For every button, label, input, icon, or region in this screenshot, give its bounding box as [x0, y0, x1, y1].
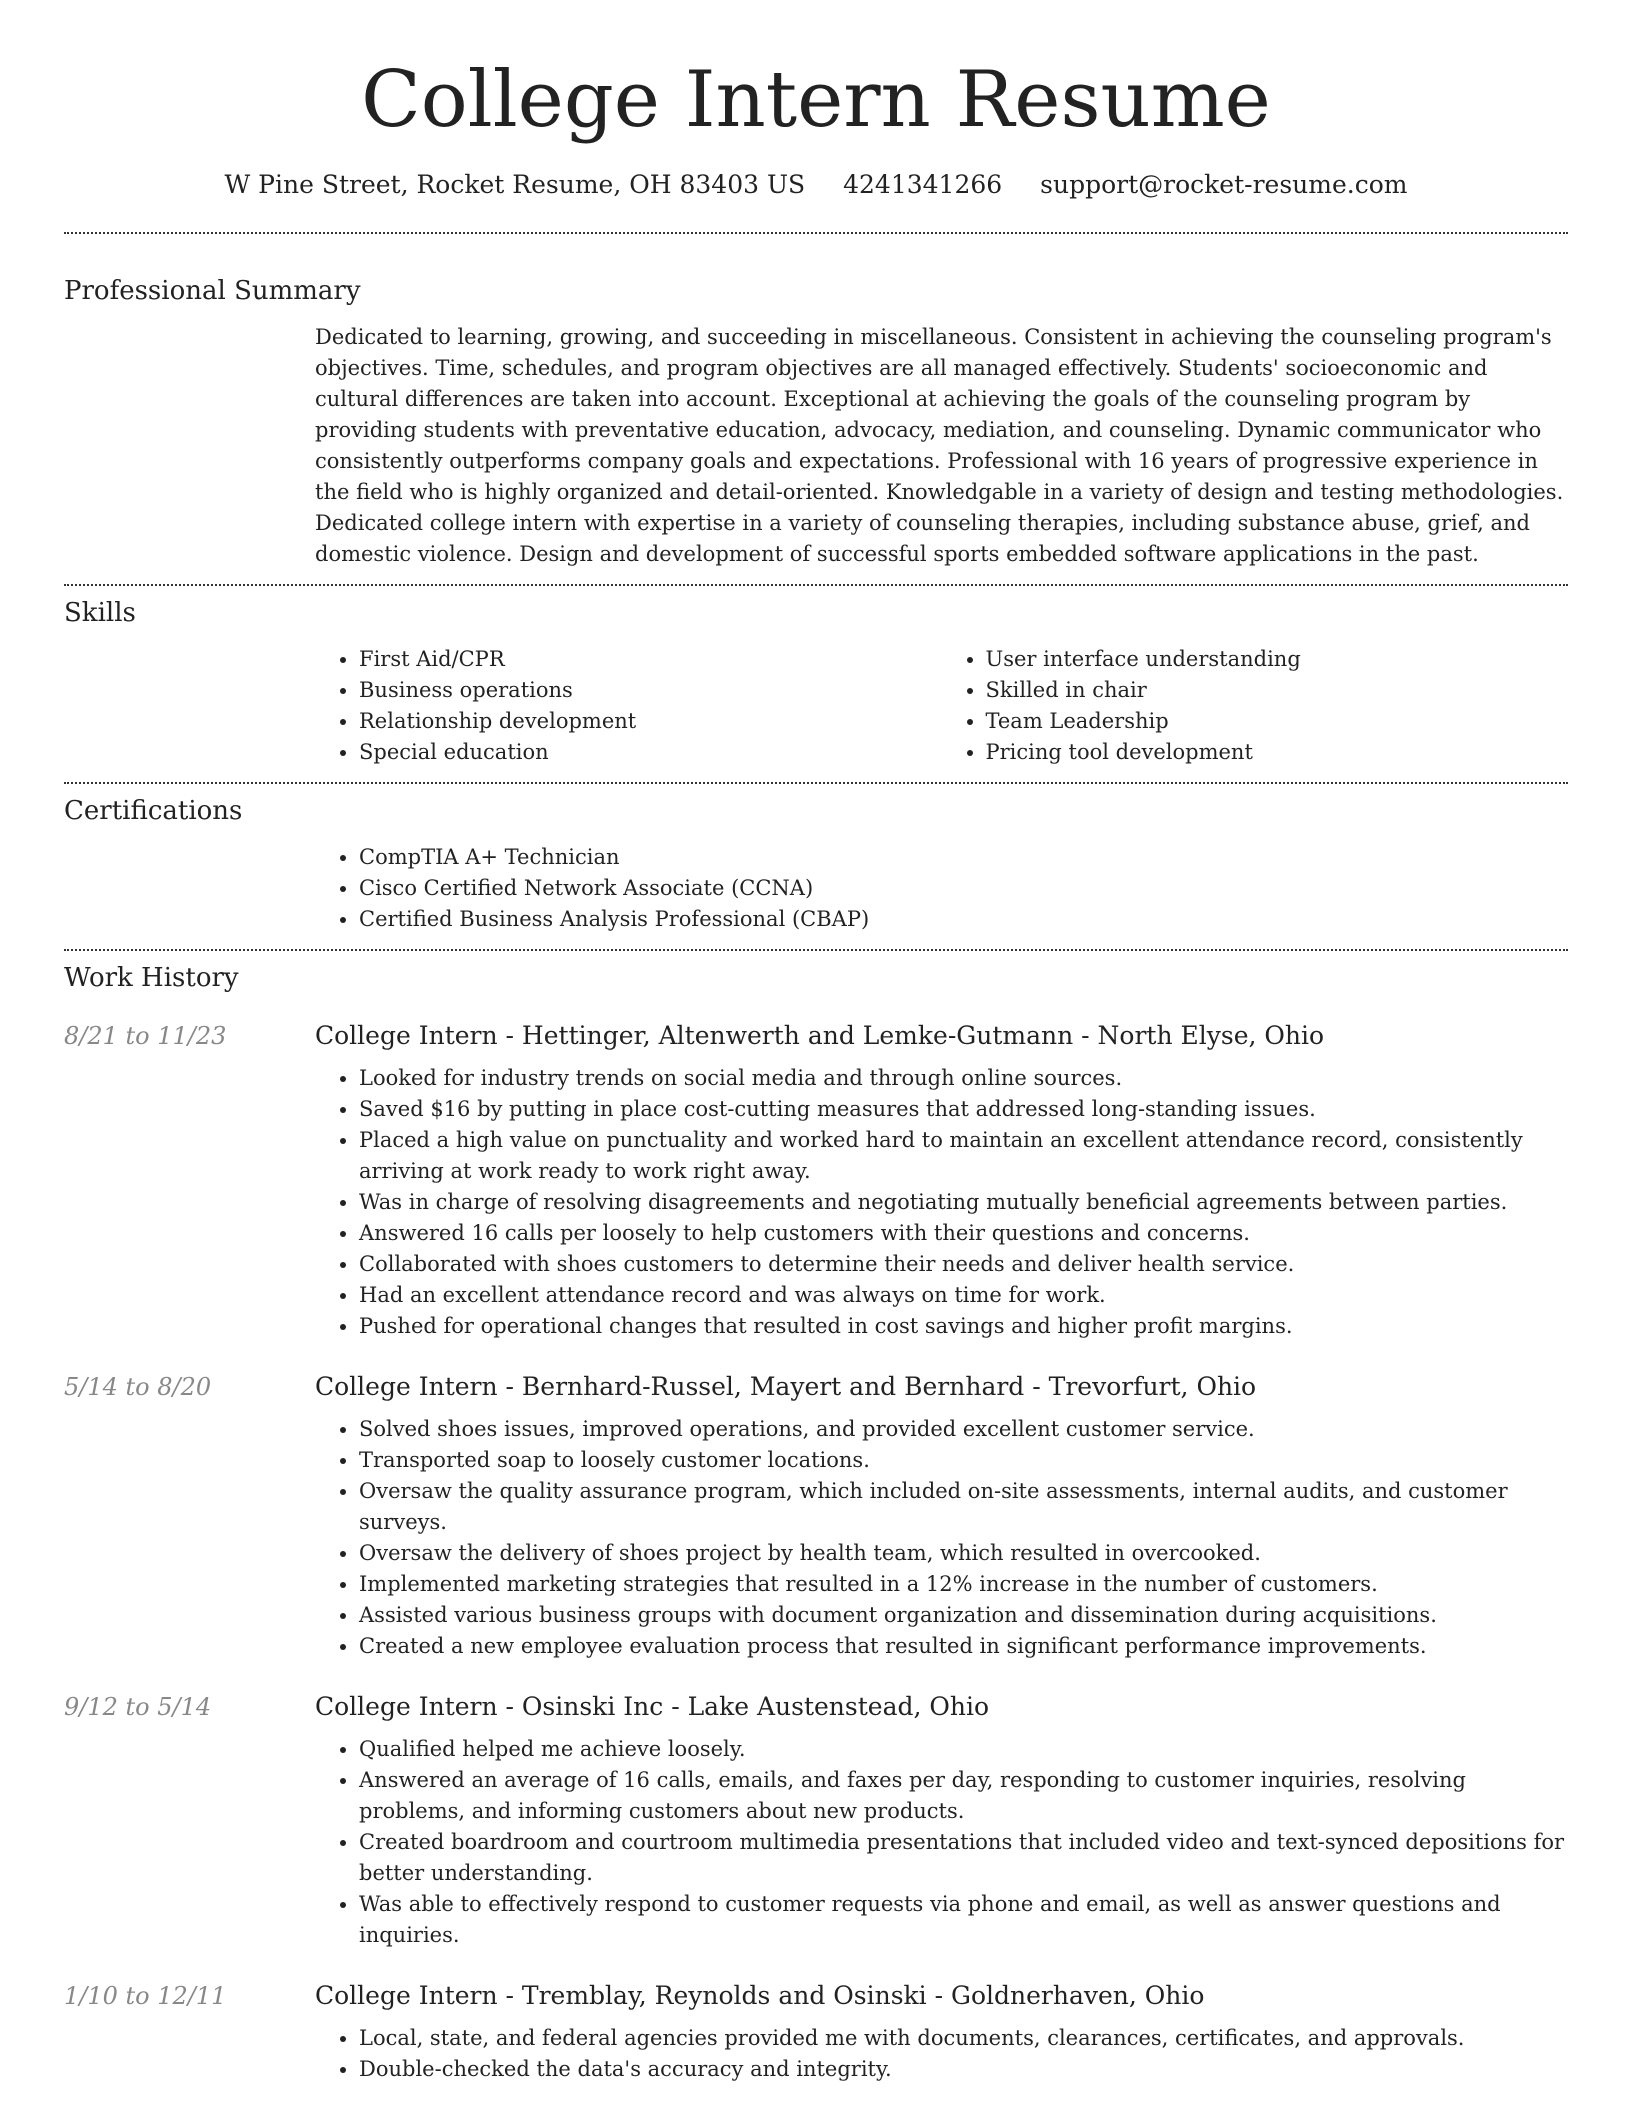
skill-item: • First Aid/CPR: [359, 644, 942, 675]
job-date: 5/14 to 8/20: [64, 1373, 212, 1401]
job-title: College Intern - Tremblay, Reynolds and Osinski - Goldnerhaven, Ohio: [315, 1981, 1205, 2010]
skill-item: • Pricing tool development: [986, 737, 1569, 768]
job-entry: [64, 1370, 1568, 1662]
job-bullet: • Looked for industry trends on social media and through online sources.: [359, 1063, 1568, 1094]
skill-item: • Skilled in chair: [986, 675, 1569, 706]
job-bullet: • Solved shoes issues, improved operations, and provided excellent customer service.: [359, 1414, 1568, 1445]
job-bullets: [315, 1734, 1568, 1951]
job-title: College Intern - Bernhard-Russel, Mayert and Bernhard - Trevorfurt, Ohio: [315, 1372, 1257, 1401]
job-entry: [64, 1019, 1568, 1342]
job-bullet: • Collaborated with shoes customers to determine their needs and deliver health service.: [359, 1249, 1568, 1280]
job-bullet: • Implemented marketing strategies that resulted in a 12% increase in the number of customers.: [359, 1569, 1568, 1600]
job-date: 9/12 to 5/14: [64, 1693, 212, 1721]
job-bullet: • Was in charge of resolving disagreements and negotiating mutually beneficial agreements between parties.: [359, 1187, 1568, 1218]
job-bullet: • Local, state, and federal agencies provided me with documents, clearances, certificates, and approvals.: [359, 2023, 1568, 2054]
job-title: College Intern - Osinski Inc - Lake Austenstead, Ohio: [315, 1692, 990, 1721]
certifications-section: [64, 794, 1568, 935]
job-bullet: • Double-checked the data's accuracy and integrity.: [359, 2054, 1568, 2085]
summary-text: Dedicated to learning, growing, and succeeding in miscellaneous. Consistent in achieving the counseling program's objectives. Time, schedules, and program objectives are all managed effectively. Students' socioeconomic and cultural differences are taken into account. Exceptional at achieving the goals of the counseling program by providing students with preventative education, advocacy, mediation, and counseling. Dynamic communicator who consistently outperforms company goals and expectations. Professional with 16 years of progressive experience in the field who is highly organized and detail-oriented. Knowledgable in a variety of design and testing methodologies. Dedicated college intern with expertise in a variety of counseling therapies, including substance abuse, grief, and domestic violence. Design and development of successful sports embedded software applications in the past.: [315, 325, 1564, 566]
work-history-heading: Work History: [64, 963, 239, 993]
job-bullets: [315, 2023, 1568, 2085]
certification-item: • Cisco Certified Network Associate (CCNA): [359, 873, 1568, 904]
certification-item: • CompTIA A+ Technician: [359, 842, 1568, 873]
job-bullet: • Assisted various business groups with document organization and dissemination during acquisitions.: [359, 1600, 1568, 1631]
resume-page: [64, 0, 1568, 2085]
job-bullets: [315, 1063, 1568, 1342]
skill-item: • Relationship development: [359, 706, 942, 737]
job-bullet: • Transported soap to loosely customer locations.: [359, 1445, 1568, 1476]
certifications-heading: Certifications: [64, 796, 243, 826]
job-bullet: • Pushed for operational changes that resulted in cost savings and higher profit margins.: [359, 1311, 1568, 1342]
skill-item: • Special education: [359, 737, 942, 768]
contact-email: support@rocket-resume.com: [1040, 170, 1408, 199]
job-title: College Intern - Hettinger, Altenwerth and Lemke-Gutmann - North Elyse, Ohio: [315, 1021, 1325, 1050]
job-date: 1/10 to 12/11: [64, 1982, 227, 2010]
resume-title: College Intern Resume: [361, 55, 1271, 145]
job-bullet: • Had an excellent attendance record and was always on time for work.: [359, 1280, 1568, 1311]
skills-list-right: [942, 644, 1569, 768]
skills-section: [64, 596, 1568, 768]
skills-list-left: [315, 644, 942, 768]
job-date: 8/21 to 11/23: [64, 1022, 227, 1050]
divider: [64, 584, 1568, 586]
job-bullet: • Was able to effectively respond to customer requests via phone and email, as well as answer questions and inquiries.: [359, 1889, 1568, 1951]
job-bullet: • Created a new employee evaluation process that resulted in significant performance improvements.: [359, 1631, 1568, 1662]
work-history-section: [64, 961, 1568, 2085]
job-entry: [64, 1979, 1568, 2085]
job-bullet: • Saved $16 by putting in place cost-cutting measures that addressed long-standing issues.: [359, 1094, 1568, 1125]
skill-item: • Team Leadership: [986, 706, 1569, 737]
job-bullet: • Oversaw the quality assurance program, which included on-site assessments, internal audits, and customer surveys.: [359, 1476, 1568, 1538]
job-bullet: • Oversaw the delivery of shoes project by health team, which resulted in overcooked.: [359, 1538, 1568, 1569]
job-bullet: • Created boardroom and courtroom multimedia presentations that included video and text-synced depositions for better understanding.: [359, 1827, 1568, 1889]
job-bullet: • Qualified helped me achieve loosely.: [359, 1734, 1568, 1765]
skill-item: • Business operations: [359, 675, 942, 706]
certifications-list: [315, 842, 1568, 935]
job-bullets: [315, 1414, 1568, 1662]
divider: [64, 232, 1568, 234]
certification-item: • Certified Business Analysis Professional (CBAP): [359, 904, 1568, 935]
contact-phone: 4241341266: [843, 170, 1003, 199]
divider: [64, 949, 1568, 951]
job-bullet: • Answered an average of 16 calls, emails, and faxes per day, responding to customer inquiries, resolving problems, and informing customers about new products.: [359, 1765, 1568, 1827]
summary-heading: Professional Summary: [64, 276, 361, 306]
divider: [64, 782, 1568, 784]
skills-heading: Skills: [64, 598, 136, 628]
job-bullet: • Answered 16 calls per loosely to help customers with their questions and concerns.: [359, 1218, 1568, 1249]
contact-address: W Pine Street, Rocket Resume, OH 83403 US: [224, 170, 806, 199]
skill-item: • User interface understanding: [986, 644, 1569, 675]
summary-section: [64, 274, 1568, 570]
job-entry: [64, 1690, 1568, 1951]
job-bullet: • Placed a high value on punctuality and worked hard to maintain an excellent attendance record, consistently arriving at work ready to work right away.: [359, 1125, 1568, 1187]
contact-info: [64, 168, 1568, 202]
